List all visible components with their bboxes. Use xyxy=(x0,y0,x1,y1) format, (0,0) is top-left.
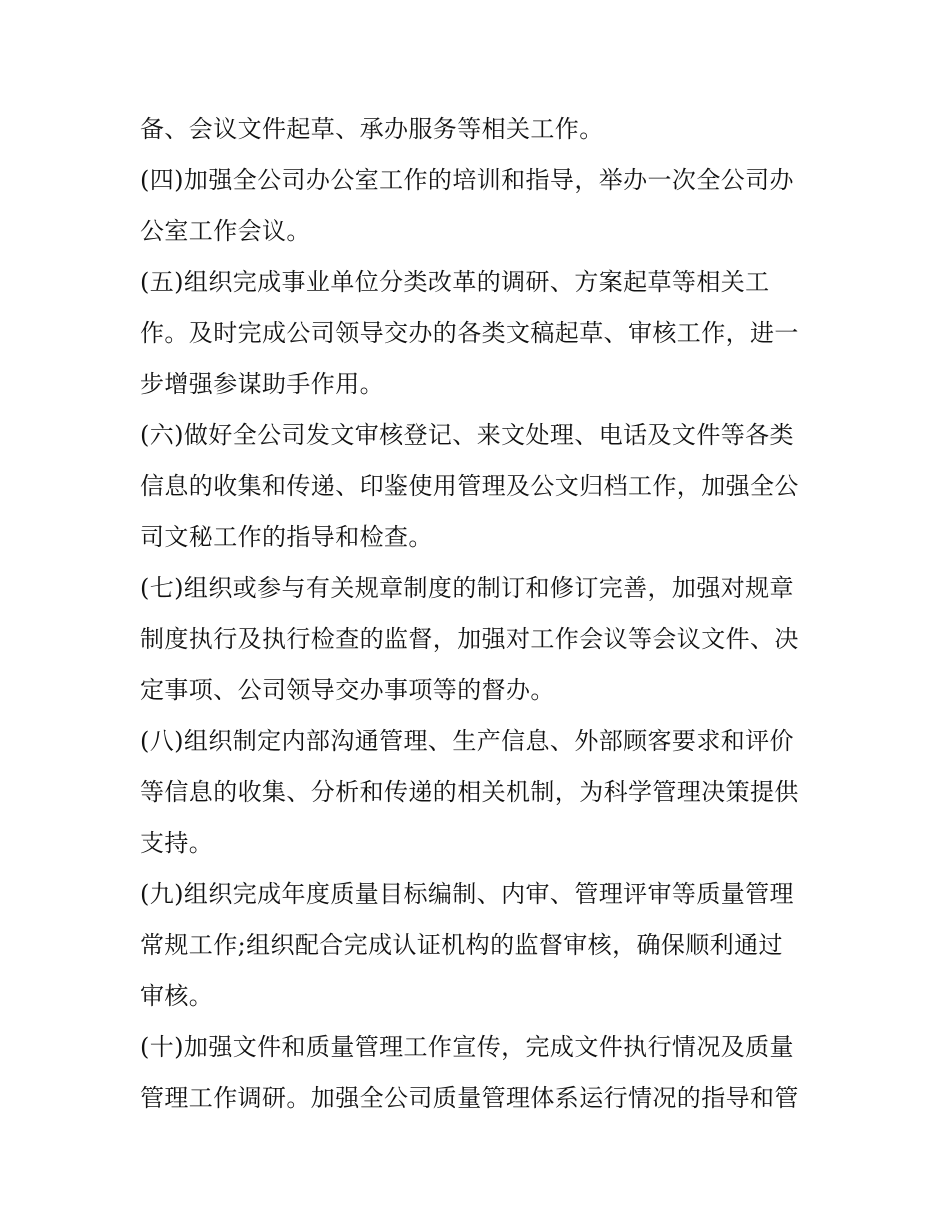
text-line: 等信息的收集、分析和传递的相关机制，为科学管理决策提供 xyxy=(140,778,799,806)
text-line: 司文秘工作的指导和检查。 xyxy=(140,523,433,551)
text-line: 管理工作调研。加强全公司质量管理体系运行情况的指导和管 xyxy=(140,1084,799,1112)
text-line: (五)组织完成事业单位分类改革的调研、方案起草等相关工 xyxy=(140,268,770,296)
text-line: (九)组织完成年度质量目标编制、内审、管理评审等质量管理 xyxy=(140,880,794,908)
text-line: 常规工作;组织配合完成认证机构的监督审核，确保顺利通过 xyxy=(140,931,783,959)
text-line: 制度执行及执行检查的监督，加强对工作会议等会议文件、决 xyxy=(140,625,799,653)
text-line: 作。及时完成公司领导交办的各类文稿起草、审核工作，进一 xyxy=(140,319,799,347)
text-line: (八)组织制定内部沟通管理、生产信息、外部顾客要求和评价 xyxy=(140,727,794,755)
text-line: 定事项、公司领导交办事项等的督办。 xyxy=(140,676,555,704)
text-line: (十)加强文件和质量管理工作宣传，完成文件执行情况及质量 xyxy=(140,1033,794,1061)
text-line: 公室工作会议。 xyxy=(140,217,311,245)
text-line: (七)组织或参与有关规章制度的制订和修订完善，加强对规章 xyxy=(140,574,794,602)
text-line: 审核。 xyxy=(140,982,214,1010)
text-line: 步增强参谋助手作用。 xyxy=(140,370,384,398)
text-line: (六)做好全公司发文审核登记、来文处理、电话及文件等各类 xyxy=(140,421,794,449)
text-line: 支持。 xyxy=(140,829,214,857)
document-body xyxy=(140,104,812,1124)
text-line: (四)加强全公司办公室工作的培训和指导，举办一次全公司办 xyxy=(140,166,794,194)
text-line: 备、会议文件起草、承办服务等相关工作。 xyxy=(140,115,604,143)
text-line: 信息的收集和传递、印鉴使用管理及公文归档工作，加强全公 xyxy=(140,472,799,500)
